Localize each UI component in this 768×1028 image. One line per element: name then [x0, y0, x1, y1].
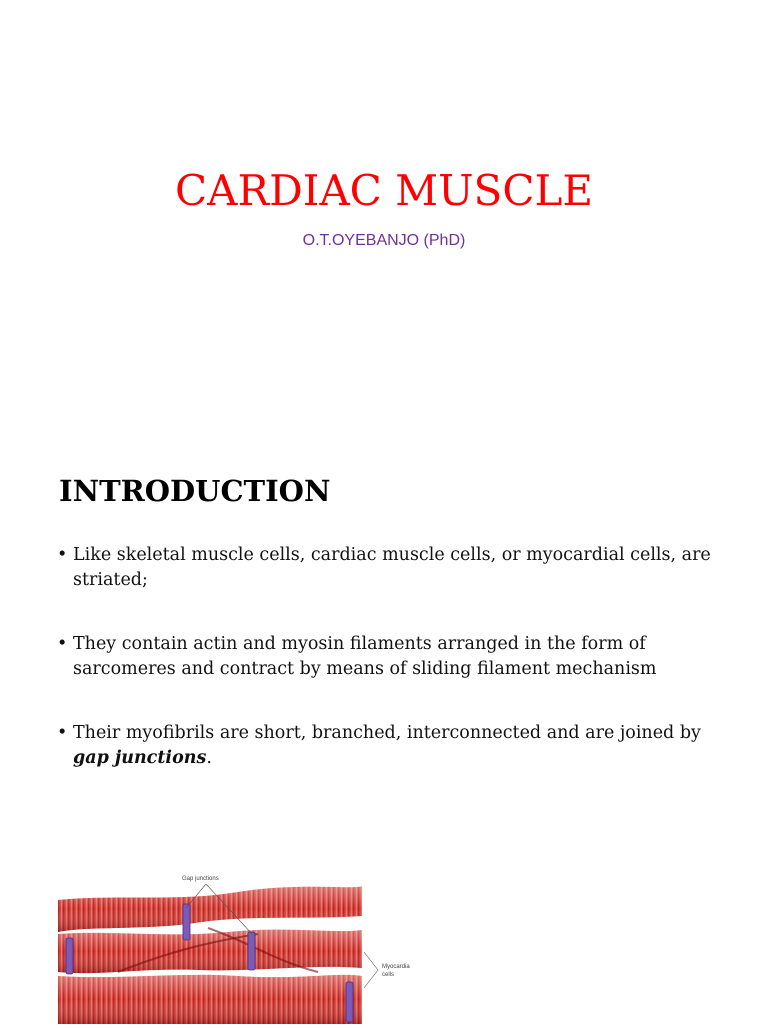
section-heading: INTRODUCTION	[59, 474, 331, 508]
bullet-text	[73, 723, 701, 768]
bullet-item	[57, 721, 737, 771]
author-subtitle: O.T.OYEBANJO (PhD)	[302, 232, 466, 249]
bullet-item	[57, 632, 737, 682]
bullet-text: They contain actin and myosin filaments arranged in the form of sarcomeres and contract by means of sliding filament mechanism	[73, 634, 657, 679]
bullet-item	[57, 543, 737, 593]
bullet-text-part: .	[206, 748, 212, 768]
gap-junctions-term: gap junctions	[73, 748, 207, 768]
bullet-dot: •	[57, 545, 68, 565]
bullet-dot: •	[57, 723, 68, 743]
myocardial-cells-label: Myocardia	[382, 964, 410, 970]
bullet-text-part: Their myofibrils are short, branched, interconnected and are joined by	[73, 723, 701, 743]
myocardial-cells-label-2: cells	[382, 972, 395, 978]
slide-title: CARDIAC MUSCLE	[174, 166, 594, 215]
bullet-list	[57, 543, 737, 810]
bullet-text: Like skeletal muscle cells, cardiac muscle cells, or myocardial cells, are striated;	[73, 545, 711, 590]
cardiac-muscle-illustration	[58, 872, 418, 1024]
gap-junctions-label: Gap junctions	[182, 876, 219, 882]
muscle-fibers-graphic	[58, 872, 418, 1024]
muscle-fiber-group	[58, 886, 362, 1024]
bullet-dot: •	[57, 634, 68, 654]
title-slide	[0, 0, 768, 440]
